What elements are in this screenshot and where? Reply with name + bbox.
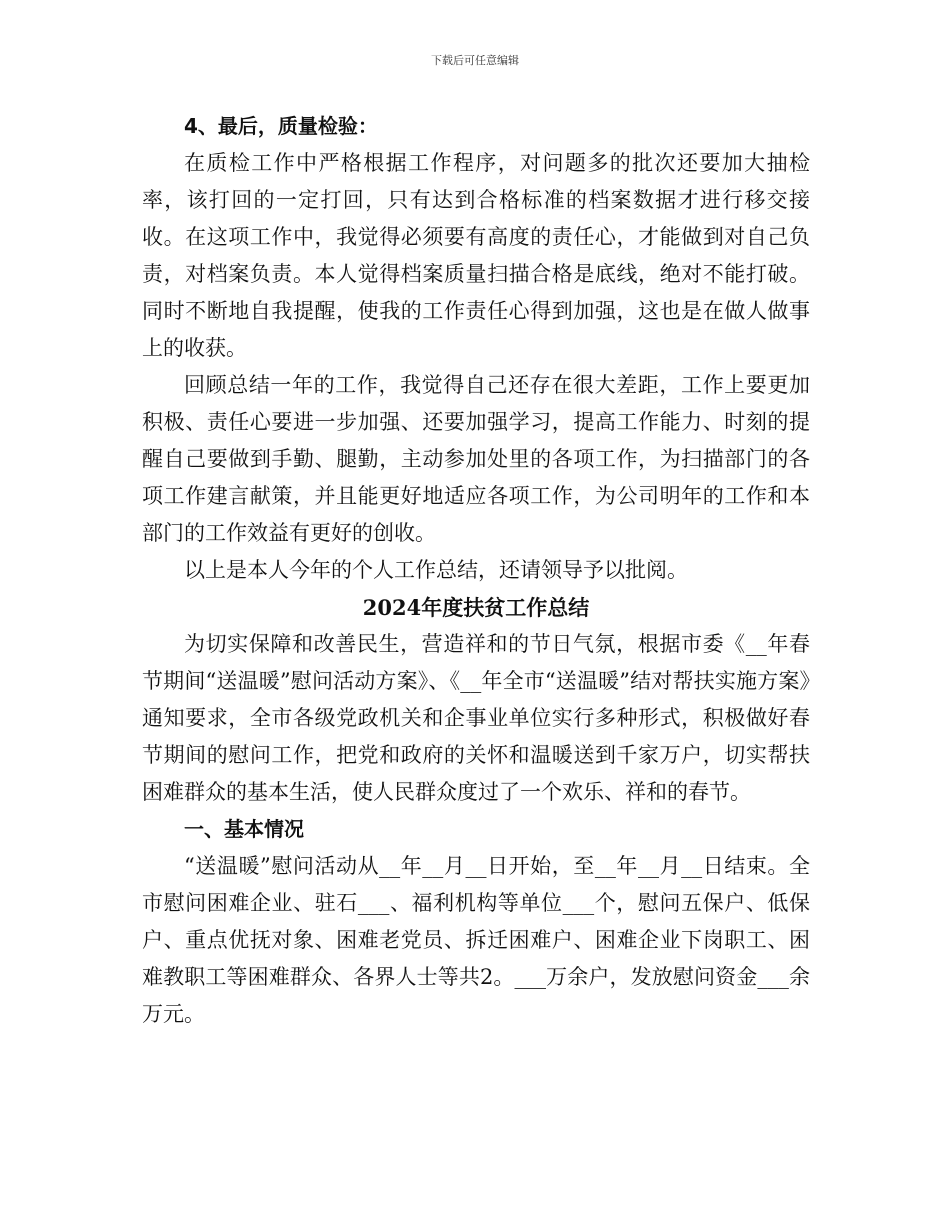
document-title-poverty-summary: 2024年度扶贫工作总结 [362, 595, 590, 620]
paragraph-annual-review: 回顾总结一年的工作，我觉得自己还存在很大差距，工作上要更加积极、责任心要进一步加强、还要加强学习，提高工作能力、时刻的提醒自己要做到手勤、腿勤，主动参加处里的各项工作，为扫描部门的各项工作建言献策，并且能更好地适应各项工作，为公司明年的工作和本部门的工作效益有更好的创收。 [142, 373, 810, 545]
document-body [142, 108, 810, 1033]
paragraph-intro: 为切实保障和改善民生，营造祥和的节日气氛，根据市委《__年春节期间“送温暖”慰问活动方案》、《__年全市“送温暖”结对帮扶实施方案》通知要求，全市各级党政机关和企事业单位实行多种形式，积极做好春节期间的慰问工作，把党和政府的关怀和温暖送到千家万户，切实帮扶困难群众的基本生活，使人民群众度过了一个欢乐、祥和的春节。 [142, 632, 810, 804]
section-heading-quality-check: 4、最后，质量检验： [184, 114, 378, 138]
page-header-note: 下载后可任意编辑 [431, 54, 519, 67]
section-heading-basic-situation: 一、基本情况 [184, 817, 304, 841]
paragraph-basic-situation: “送温暖”慰问活动从__年__月__日开始，至__年__月__日结束。全市慰问困难企业、驻石___、福利机构等单位___个，慰问五保户、低保户、重点优抚对象、困难老党员、拆迁困难户、困难企业下岗职工、困难教职工等困难群众、各界人士等共2。___万余户，发放慰问资金___余万元。 [142, 854, 810, 1026]
paragraph-closing: 以上是本人今年的个人工作总结，还请领导予以批阅。 [184, 558, 688, 582]
paragraph-quality-check: 在质检工作中严格根据工作程序，对问题多的批次还要加大抽检率，该打回的一定打回，只有达到合格标准的档案数据才进行移交接收。在这项工作中，我觉得必须要有高度的责任心，才能做到对自己负责，对档案负责。本人觉得档案质量扫描合格是底线，绝对不能打破。同时不断地自我提醒，使我的工作责任心得到加强，这也是在做人做事上的收获。 [142, 151, 810, 360]
